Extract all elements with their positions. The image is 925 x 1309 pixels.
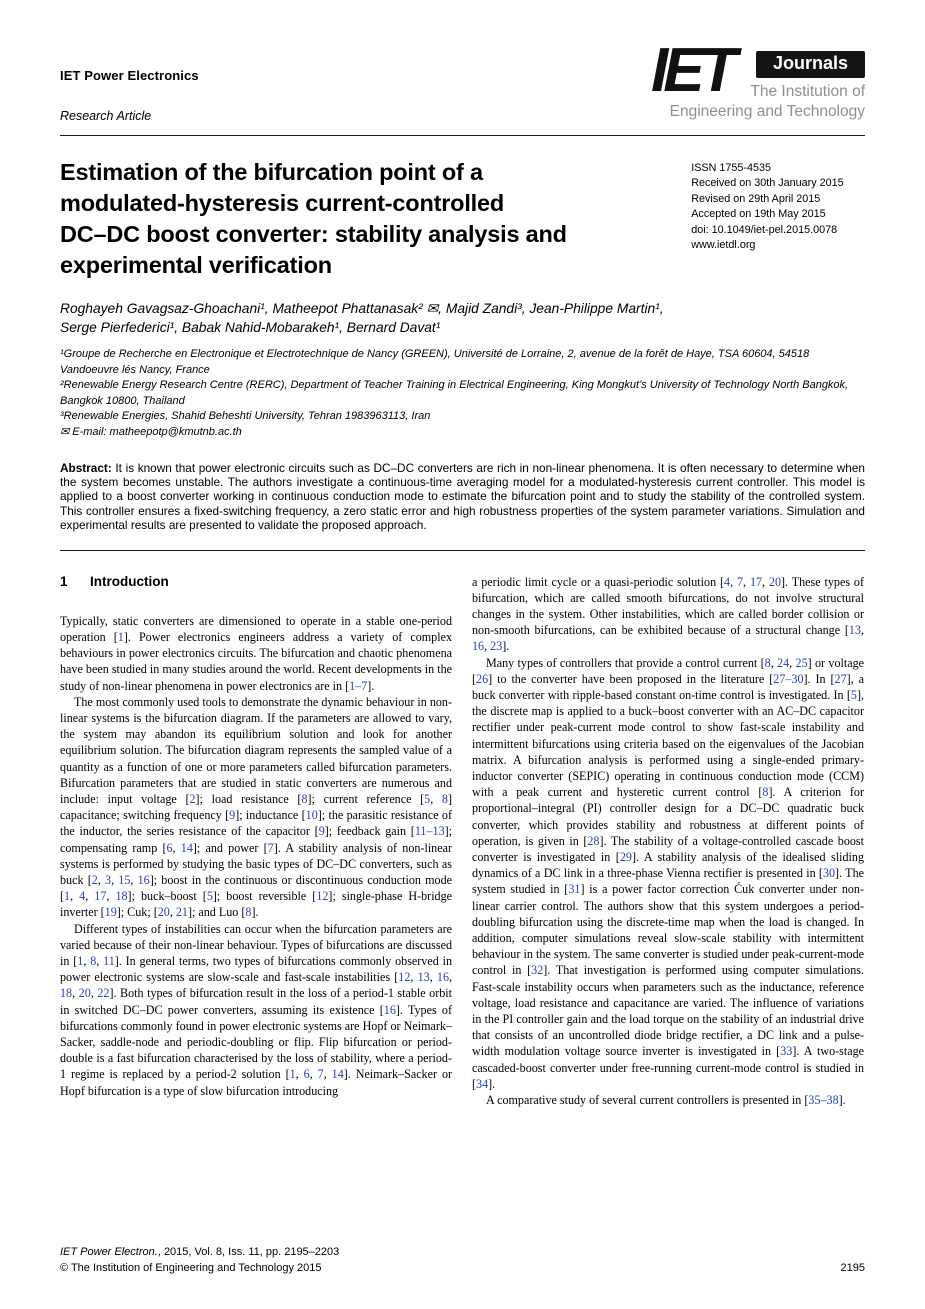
- citation-ref[interactable]: 1: [289, 1067, 296, 1082]
- article-type-label: Research Article: [60, 109, 152, 123]
- citation-ref[interactable]: 6: [303, 1067, 310, 1082]
- issn: ISSN 1755-4535: [691, 162, 772, 174]
- intro-paragraph-1: Typically, static converters are dimensioned to operate in a stable one-period operation [1]. Power electronics engineers address a variety of complex behaviours in power electronics circuits. The bifurcation and chaotic phenomena have been studied in many studies around the world. Recent developments in the study of non-linear phenomena in power electronics are in [1–7].: [60, 613, 452, 693]
- received-date: Received on 30th January 2015: [691, 177, 844, 190]
- citation-ref[interactable]: 13: [417, 970, 430, 985]
- title-row: [60, 157, 865, 281]
- citation-ref[interactable]: 8: [441, 792, 448, 807]
- accepted-date: Accepted on 19th May 2015: [691, 208, 826, 221]
- citation-ref[interactable]: 18: [60, 986, 73, 1001]
- citation-ref[interactable]: 26: [476, 671, 489, 686]
- citation-ref[interactable]: 30: [822, 866, 836, 881]
- citation-ref[interactable]: 25: [795, 655, 808, 670]
- affiliation-2: ²Renewable Energy Research Centre (RERC), Department of Teacher Training in Electrical Engineering, King Mongkut’s University of Technology North Bangkok, Bangkok 10800, Thailand: [60, 379, 849, 407]
- citation-ref[interactable]: 24: [777, 655, 790, 670]
- citation-ref[interactable]: 9: [229, 808, 236, 823]
- citation-ref[interactable]: 31: [568, 882, 581, 897]
- citation-ref[interactable]: 2: [189, 792, 196, 807]
- page-number: 2195: [840, 1261, 865, 1274]
- section-divider: [60, 550, 865, 551]
- citation-ref[interactable]: 32: [531, 963, 544, 978]
- citation-ref[interactable]: 23: [490, 639, 503, 654]
- citation-ref[interactable]: 1: [117, 630, 124, 644]
- intro-paragraph-3: Different types of instabilities can occur when the bifurcation parameters are varied because of their non-linear behaviour. Types of bifurcations are discussed in [1, 8, 11]. In general terms, two types of bifurcations commonly observed in power electronic systems are slow-scale and fast-scale instabilities [12, 13, 16, 18, 20, 22]. Both types of bifurcation result in the loss of a period-1 stable orbit in switched DC–DC power converters, assuming its existence [16]. Types of bifurcations commonly found in power electronic systems are Hopf or Neimark–Sacker, saddle-node and periodic-doubling or flip. Flip bifurcation or period-double is a fast bifurcation characterised by the loss of stability, where a period-1 regime is replaced by a period-2 solution [1, 6, 7, 14]. Neimark–Sacker or Hopf bifurcation is a type of slow bifurcation introducing: [60, 921, 453, 1098]
- citation-ref[interactable]: 5: [424, 792, 431, 807]
- citation-ref[interactable]: 21: [175, 905, 188, 920]
- citation-ref[interactable]: 17: [94, 889, 107, 904]
- citation-ref[interactable]: 8: [762, 785, 769, 800]
- right-column: [472, 574, 864, 1109]
- paper-title-line: Estimation of the bifurcation point of a: [60, 159, 483, 185]
- left-column: [60, 574, 452, 1109]
- citation-ref[interactable]: 1: [64, 889, 71, 904]
- journal-reference-title: IET Power Electron.: [60, 1246, 158, 1258]
- citation-ref[interactable]: 7: [317, 1067, 324, 1082]
- affiliation-1: ¹Groupe de Recherche en Electronique et Electrotechnique de Nancy (GREEN), Université de Lorraine, 2, avenue de la forêt de Haye, TSA 60604, 54518 Vandoeuvre lés Nancy, France: [60, 348, 810, 376]
- article-body: [60, 574, 865, 1109]
- citation-ref[interactable]: 16: [137, 873, 150, 888]
- citation-ref[interactable]: 22: [97, 986, 110, 1001]
- intro-paragraph-5: A comparative study of several current controllers is presented in [35–38].: [486, 1093, 846, 1108]
- citation-ref[interactable]: 34: [476, 1076, 489, 1091]
- page-header: [60, 36, 865, 136]
- citation-ref[interactable]: 35–38: [808, 1093, 839, 1108]
- citation-ref[interactable]: 8: [245, 905, 252, 920]
- intro-paragraph-4: Many types of controllers that provide a control current [8, 24, 25] or voltage [26] to the converter have been proposed in the literature [27–30]. In [27], a buck converter with ripple-based constant on-time control is investigated. In [5], the discrete map is applied to a buck–boost converter with an AC–DC capacitor rectifier under peak-current mode control to show fast-scale instability and intermittent bifurcations using criteria based on the eigenvalues of the Jacobian matrix. A bifurcation analysis is performed using a single-ended primary-inductor converter (SEPIC) operating in continuous conduction mode (CCM) with a peak current and hysteretic current control [8]. A criterion for proportional–integral (PI) controller design for a DC–DC quadratic buck converter, which provides stability and robustness at different points of operation, is given in [28]. The stability of a voltage-controlled cascade boost converter is investigated in [29]. A stability analysis of the idealised sliding dynamics of a DC link in a three-phase Vienna rectifier is presented in [30]. The system studied in [31] is a power factor correction Ćuk converter under non-linear carrier control. The authors show that this system undergoes a period-doubling bifurcation using the discrete-time map when the load is changed. In addition, computer simulations reveal slow-scale stability with intermittent behaviour in the system. The same converter is studied under peak-current-mode control in [32]. That investigation is performed using computer simulations. Fast-scale instability occurs when parameters such as the inductance, reference voltage, load resistance and capacitance are varied. The influence of variations in the PI controller gain and the load torque on the stability of an industrial drive that consists of an uncontrolled diode bridge rectifier, a DC link and a pulse-width modulation voltage source inverter is investigated in [33]. A two-stage cascaded-boost converter under free-running current-mode control is studied in [34].: [472, 655, 865, 1091]
- paper-title: [60, 157, 691, 281]
- section-number: 1: [60, 573, 68, 589]
- citation-ref[interactable]: 8: [764, 655, 771, 670]
- publication-meta: [691, 157, 865, 281]
- journal-reference: [60, 1245, 339, 1261]
- abstract-text: It is known that power electronic circuits such as DC–DC converters are rich in non-linear phenomena. It is often necessary to determine when the system becomes unstable. The authors investigate a continuous-time averaging model for a modulated-hysteresis current controller. This model is applied to a boost converter working in continuous conduction mode to estimate the bifurcation point and to study the stability of the controlled system. This controller ensures a fixed-switching frequency, a zero static error and high robustness properties of the system parameter variations. Simulation and experimental results are presented to validate the proposed approach.: [60, 460, 865, 533]
- citation-ref[interactable]: 20: [78, 986, 91, 1001]
- citation-ref[interactable]: 18: [115, 889, 128, 904]
- citation-ref[interactable]: 19: [104, 905, 117, 920]
- citation-ref[interactable]: 16: [383, 1002, 396, 1017]
- citation-ref[interactable]: 11–13: [414, 824, 445, 839]
- citation-ref[interactable]: 33: [780, 1044, 793, 1059]
- citation-ref[interactable]: 12: [398, 970, 411, 985]
- citation-ref[interactable]: 7: [267, 840, 274, 855]
- citation-ref[interactable]: 11: [103, 954, 115, 969]
- citation-ref[interactable]: 28: [587, 833, 600, 848]
- abstract: [60, 461, 865, 533]
- citation-ref[interactable]: 14: [331, 1067, 344, 1082]
- paper-title-line: experimental verification: [60, 252, 332, 278]
- citation-ref[interactable]: 4: [724, 574, 731, 589]
- institution-name-line2: Engineering and Technology: [669, 103, 865, 120]
- citation-ref[interactable]: 7: [736, 574, 744, 589]
- section-title: Introduction: [90, 573, 169, 589]
- abstract-label: Abstract:: [60, 460, 112, 475]
- citation-ref[interactable]: 1: [77, 954, 84, 969]
- author-line: Serge Pierfederici¹, Babak Nahid-Mobarakeh¹, Bernard Davat¹: [60, 319, 441, 335]
- doi: doi: 10.1049/iet-pel.2015.0078: [691, 223, 838, 236]
- iet-logo-letters: IET: [651, 36, 733, 105]
- page-footer: [60, 1245, 865, 1276]
- affiliations: [60, 347, 865, 441]
- citation-ref[interactable]: 5: [850, 688, 857, 703]
- journals-badge: Journals: [756, 51, 865, 78]
- footer-left: [60, 1245, 339, 1276]
- citation-ref[interactable]: 6: [166, 840, 173, 855]
- website-link[interactable]: www.ietdl.org: [691, 239, 756, 252]
- citation-ref[interactable]: 27: [834, 671, 847, 686]
- iet-logo: [651, 36, 865, 126]
- copyright-line: © The Institution of Engineering and Technology 2015: [60, 1261, 322, 1274]
- author-list: [60, 300, 865, 337]
- citation-ref[interactable]: 9: [318, 824, 325, 839]
- author-line: Roghayeh Gavagsaz-Ghoachani¹, Matheepot Phattanasak² ✉, Majid Zandi³, Jean-Philippe Martin¹,: [60, 301, 664, 316]
- journal-name: IET Power Electronics: [60, 68, 199, 83]
- citation-ref[interactable]: 5: [206, 889, 213, 904]
- citation-ref[interactable]: 1–7: [349, 678, 368, 693]
- intro-paragraph-2: The most commonly used tools to demonstrate the dynamic behaviour in non-linear systems is the bifurcation diagram. If the parameters are allowed to vary, the system may abandon its equilibrium solution and look for another equilibrium solution. The bifurcation diagram represents the sampled value of a quantity as a function of one or more parameters called bifurcation parameters. Bifurcation parameters that are studied in static converters are numerous and include: input voltage [2]; load resistance [8]; current reference [5, 8] capacitance; switching frequency [9]; inductance [10]; the parasitic resistance of the inductor, the series resistance of the capacitor [9]; feedback gain [11–13]; compensating ramp [6, 14]; and power [7]. A stability analysis of non-linear systems is performed by studying the basic types of DC–DC converters, such as buck [2, 3, 15, 16]; boost in the continuous or discontinuous conduction mode [1, 4, 17, 18]; buck–boost [5]; boost reversible [12]; single-phase H-bridge inverter [19]; Cuk; [20, 21]; and Luo [8].: [60, 694, 453, 920]
- paper-title-line: DC–DC boost converter: stability analysis and: [60, 221, 567, 247]
- citation-ref[interactable]: 3: [105, 873, 112, 888]
- citation-ref[interactable]: 14: [180, 840, 193, 855]
- revised-date: Revised on 29th April 2015: [691, 192, 821, 205]
- section-heading-introduction: [60, 574, 452, 590]
- citation-ref[interactable]: 12: [316, 889, 329, 904]
- citation-ref[interactable]: 29: [619, 850, 632, 865]
- institution-name-line1: The Institution of: [750, 83, 865, 100]
- citation-ref[interactable]: 20: [157, 905, 170, 920]
- affiliation-3: ³Renewable Energies, Shahid Beheshti University, Tehran 1983963113, Iran: [60, 410, 431, 423]
- citation-ref[interactable]: 16: [472, 639, 485, 654]
- citation-ref[interactable]: 8: [301, 792, 308, 807]
- email-line[interactable]: ✉ E-mail: matheepotp@kmutnb.ac.th: [60, 425, 242, 438]
- journal-reference-details: , 2015, Vol. 8, Iss. 11, pp. 2195–2203: [157, 1246, 340, 1258]
- citation-ref[interactable]: 13: [848, 623, 861, 638]
- citation-ref[interactable]: 16: [436, 970, 449, 985]
- citation-ref[interactable]: 4: [79, 889, 86, 904]
- citation-ref[interactable]: 15: [118, 873, 131, 888]
- citation-ref[interactable]: 10: [305, 808, 318, 823]
- citation-ref[interactable]: 8: [90, 954, 97, 969]
- intro-paragraph-3-continued: a periodic limit cycle or a quasi-periodic solution [4, 7, 17, 20]. These types of bifurcation, which are called smooth bifurcations, do not involve structural changes in the system. Other instabilities, which are called border collision or non-smooth bifurcations, can be exhibited because of a structural change [13, 16, 23].: [472, 574, 864, 654]
- citation-ref[interactable]: 17: [749, 574, 763, 589]
- paper-title-line: modulated-hysteresis current-controlled: [60, 190, 505, 216]
- citation-ref[interactable]: 20: [768, 574, 782, 589]
- citation-ref[interactable]: 2: [91, 873, 98, 888]
- citation-ref[interactable]: 27–30: [773, 671, 804, 686]
